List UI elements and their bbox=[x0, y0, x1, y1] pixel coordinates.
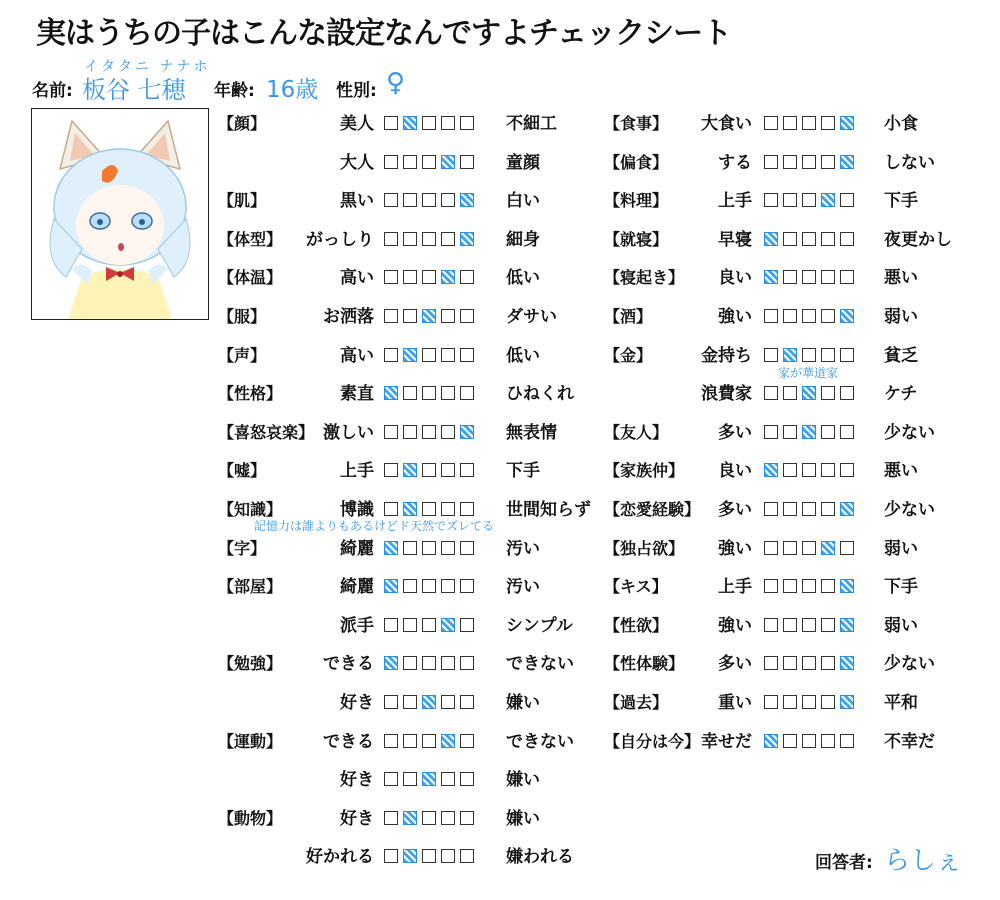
checklist-row bbox=[0, 534, 1000, 564]
left-option-label: 好かれる bbox=[306, 847, 374, 868]
checkbox[interactable] bbox=[764, 656, 778, 670]
checkbox[interactable] bbox=[821, 155, 835, 169]
left-option-label: 多い bbox=[718, 422, 752, 443]
checkbox[interactable] bbox=[821, 425, 835, 439]
category-label: 【性格】 bbox=[218, 384, 283, 404]
left-option-label: 幸せだ bbox=[701, 731, 752, 752]
checkbox[interactable] bbox=[802, 541, 816, 555]
sheet-title: 実はうちの子はこんな設定なんですよチェックシート bbox=[36, 16, 732, 51]
checkbox[interactable] bbox=[802, 579, 816, 593]
category-label: 【顔】 bbox=[218, 114, 267, 133]
checkbox[interactable] bbox=[821, 618, 835, 632]
left-option-label: 上手 bbox=[718, 191, 752, 212]
left-option-label: 綺麗 bbox=[340, 577, 374, 598]
category-label: 【声】 bbox=[218, 345, 267, 365]
left-option-label: 多い bbox=[718, 500, 752, 520]
checkbox-checked[interactable] bbox=[840, 309, 854, 323]
checkbox-checked[interactable] bbox=[821, 541, 835, 555]
checkbox[interactable] bbox=[764, 579, 778, 593]
right-option-label: 悪い bbox=[884, 268, 918, 289]
checkbox[interactable] bbox=[783, 618, 797, 632]
category-label: 【食事】 bbox=[604, 114, 669, 133]
right-option-label: 夜更かし bbox=[884, 229, 952, 250]
checkbox[interactable] bbox=[783, 270, 797, 284]
checkbox[interactable] bbox=[821, 656, 835, 670]
checklist-row bbox=[0, 109, 1000, 139]
category-label: 【過去】 bbox=[604, 693, 669, 712]
checkbox[interactable] bbox=[783, 579, 797, 593]
category-label: 【家族仲】 bbox=[604, 461, 685, 481]
right-option-label: 嫌い bbox=[506, 808, 540, 829]
rating-scale bbox=[764, 425, 854, 439]
left-option-label: する bbox=[718, 152, 752, 173]
category-label: 【友人】 bbox=[604, 422, 669, 442]
gender-value: ♀ bbox=[386, 68, 406, 98]
checkbox-checked[interactable] bbox=[422, 772, 436, 786]
checkbox[interactable] bbox=[821, 386, 835, 400]
checkbox[interactable] bbox=[783, 734, 797, 748]
right-option-label: ダサい bbox=[506, 307, 557, 327]
right-option-label: 嫌い bbox=[506, 693, 540, 713]
checklist-row bbox=[0, 148, 1000, 178]
checklist-row bbox=[0, 225, 1000, 255]
category-label: 【就寝】 bbox=[604, 229, 669, 249]
checkbox[interactable] bbox=[460, 811, 474, 825]
checklist-row bbox=[0, 611, 1000, 641]
checklist-row bbox=[0, 572, 1000, 602]
checkbox[interactable] bbox=[764, 193, 778, 207]
category-label: 【キス】 bbox=[604, 577, 668, 597]
checkbox[interactable] bbox=[821, 116, 835, 130]
rating-scale bbox=[764, 695, 854, 709]
checkbox[interactable] bbox=[441, 849, 455, 863]
right-option-label: シンプル bbox=[506, 615, 573, 636]
right-option-label: 不細工 bbox=[506, 114, 557, 134]
left-option-label: 高い bbox=[340, 268, 374, 289]
checkbox[interactable] bbox=[764, 386, 778, 400]
left-option-label: 強い bbox=[718, 307, 752, 327]
checkbox[interactable] bbox=[783, 656, 797, 670]
rating-scale bbox=[764, 656, 854, 670]
checkbox-checked[interactable] bbox=[840, 116, 854, 130]
right-option-label: 不幸だ bbox=[884, 731, 935, 752]
checkbox[interactable] bbox=[802, 502, 816, 516]
checklist-row bbox=[0, 263, 1000, 293]
right-option-label: 童顔 bbox=[506, 152, 540, 173]
left-option-label: 高い bbox=[340, 345, 374, 366]
left-option-label: 素直 bbox=[340, 384, 374, 405]
age-label: 年齢: bbox=[214, 81, 255, 101]
checkbox-checked[interactable] bbox=[764, 270, 778, 284]
category-label: 【運動】 bbox=[218, 731, 283, 751]
checklist-row bbox=[0, 804, 1000, 834]
checkbox[interactable] bbox=[783, 116, 797, 130]
checkbox[interactable] bbox=[821, 348, 835, 362]
checkbox[interactable] bbox=[764, 541, 778, 555]
rating-scale bbox=[764, 618, 854, 632]
left-option-label: 大人 bbox=[340, 152, 374, 173]
checkbox[interactable] bbox=[802, 155, 816, 169]
right-option-label: 白い bbox=[506, 191, 540, 212]
checkbox[interactable] bbox=[783, 232, 797, 246]
left-option-label: 派手 bbox=[340, 615, 374, 636]
left-option-label: 大食い bbox=[701, 114, 752, 134]
checklist-row bbox=[0, 688, 1000, 718]
checkbox[interactable] bbox=[764, 116, 778, 130]
checkbox-checked[interactable] bbox=[802, 425, 816, 439]
checkbox[interactable] bbox=[821, 232, 835, 246]
right-option-label: できない bbox=[506, 731, 574, 752]
checkbox[interactable] bbox=[764, 618, 778, 632]
left-option-label: できる bbox=[323, 731, 374, 752]
checkbox[interactable] bbox=[783, 155, 797, 169]
category-label: 【勉強】 bbox=[218, 654, 283, 674]
respondent-label: 回答者: bbox=[815, 853, 873, 873]
rating-scale bbox=[764, 232, 854, 246]
left-option-label: 良い bbox=[718, 461, 752, 482]
checkbox[interactable] bbox=[840, 463, 854, 477]
checklist-row bbox=[0, 341, 1000, 371]
left-option-label: 上手 bbox=[340, 461, 374, 482]
category-label: 【字】 bbox=[218, 538, 267, 558]
left-option-label: 早寝 bbox=[718, 229, 752, 250]
category-label: 【寝起き】 bbox=[604, 268, 685, 288]
checkbox[interactable] bbox=[840, 232, 854, 246]
rating-scale bbox=[764, 116, 854, 130]
left-option-label: 上手 bbox=[718, 577, 752, 598]
checkbox-checked[interactable] bbox=[840, 695, 854, 709]
right-option-label: ケチ bbox=[884, 384, 918, 405]
checkbox[interactable] bbox=[821, 502, 835, 516]
checklist-row bbox=[0, 379, 1000, 409]
checkbox[interactable] bbox=[764, 502, 778, 516]
checkbox[interactable] bbox=[403, 772, 417, 786]
rating-scale bbox=[764, 734, 854, 748]
rating-scale bbox=[384, 772, 474, 786]
checkbox[interactable] bbox=[384, 772, 398, 786]
rating-scale bbox=[764, 193, 854, 207]
checkbox[interactable] bbox=[802, 232, 816, 246]
checkbox[interactable] bbox=[384, 849, 398, 863]
checkbox[interactable] bbox=[783, 695, 797, 709]
checkbox[interactable] bbox=[821, 463, 835, 477]
checklist-row bbox=[0, 302, 1000, 332]
category-label: 【自分は今】 bbox=[604, 731, 701, 751]
right-option-label: 少ない bbox=[884, 654, 935, 675]
category-label: 【恋愛経験】 bbox=[604, 500, 701, 519]
category-label: 【肌】 bbox=[218, 191, 267, 211]
checkbox[interactable] bbox=[821, 695, 835, 709]
left-option-label: 好き bbox=[340, 808, 374, 829]
left-option-label: 浪費家 bbox=[701, 384, 752, 405]
gender-label: 性別: bbox=[336, 81, 377, 101]
checkbox-checked[interactable] bbox=[764, 232, 778, 246]
checkbox[interactable] bbox=[764, 695, 778, 709]
left-option-label: お洒落 bbox=[323, 307, 374, 327]
checkbox[interactable] bbox=[764, 155, 778, 169]
checkbox[interactable] bbox=[840, 541, 854, 555]
note-knowledge: 記憶力は誰よりもあるけどド天然でズレてる bbox=[254, 519, 495, 533]
respondent-value: らしぇ bbox=[884, 846, 963, 876]
category-label: 【性欲】 bbox=[604, 615, 669, 635]
category-label: 【偏食】 bbox=[604, 152, 669, 172]
right-option-label: 下手 bbox=[884, 191, 918, 212]
name-reading: イタタニ ナナホ bbox=[84, 59, 211, 75]
category-label: 【動物】 bbox=[218, 808, 283, 828]
right-option-label: 悪い bbox=[884, 461, 918, 482]
right-option-label: 嫌われる bbox=[506, 847, 574, 868]
left-option-label: 多い bbox=[718, 654, 752, 675]
category-label: 【性体験】 bbox=[604, 654, 685, 674]
checklist-row bbox=[0, 727, 1000, 757]
left-option-label: 良い bbox=[718, 268, 752, 289]
category-label: 【服】 bbox=[218, 307, 267, 326]
category-label: 【酒】 bbox=[604, 307, 653, 326]
right-option-label: 少ない bbox=[884, 422, 935, 443]
checkbox[interactable] bbox=[422, 849, 436, 863]
rating-scale bbox=[764, 502, 854, 516]
left-option-label: 美人 bbox=[340, 114, 374, 134]
rating-scale bbox=[764, 386, 854, 400]
category-label: 【知識】 bbox=[218, 500, 283, 519]
checkbox[interactable] bbox=[802, 656, 816, 670]
checkbox[interactable] bbox=[460, 772, 474, 786]
checkbox[interactable] bbox=[840, 425, 854, 439]
checkbox[interactable] bbox=[840, 193, 854, 207]
checkbox[interactable] bbox=[802, 348, 816, 362]
checkbox-checked[interactable] bbox=[840, 502, 854, 516]
right-option-label: 世間知らず bbox=[506, 500, 591, 520]
checkbox-checked[interactable] bbox=[840, 656, 854, 670]
checkbox[interactable] bbox=[802, 618, 816, 632]
checkbox-checked[interactable] bbox=[840, 155, 854, 169]
checkbox[interactable] bbox=[821, 270, 835, 284]
checkbox[interactable] bbox=[840, 386, 854, 400]
checkbox-checked[interactable] bbox=[783, 348, 797, 362]
checklist-row bbox=[0, 765, 1000, 795]
category-label: 【部屋】 bbox=[218, 577, 283, 597]
checklist-row bbox=[0, 649, 1000, 679]
checkbox[interactable] bbox=[384, 811, 398, 825]
checkbox-checked[interactable] bbox=[764, 463, 778, 477]
checkbox[interactable] bbox=[802, 309, 816, 323]
category-label: 【料理】 bbox=[604, 191, 669, 211]
category-label: 【体温】 bbox=[218, 268, 283, 288]
checkbox[interactable] bbox=[783, 386, 797, 400]
checkbox-checked[interactable] bbox=[802, 386, 816, 400]
checkbox[interactable] bbox=[802, 463, 816, 477]
category-label: 【金】 bbox=[604, 345, 653, 365]
checklist-row bbox=[0, 456, 1000, 486]
left-option-label: 博識 bbox=[340, 500, 374, 520]
checkbox[interactable] bbox=[840, 734, 854, 748]
rating-scale bbox=[764, 579, 854, 593]
left-option-label: がっしり bbox=[306, 229, 374, 250]
checkbox[interactable] bbox=[783, 463, 797, 477]
right-option-label: 低い bbox=[506, 268, 540, 289]
category-label: 【独占欲】 bbox=[604, 538, 685, 558]
right-option-label: 貧乏 bbox=[884, 345, 918, 366]
left-option-label: 好き bbox=[340, 693, 374, 713]
checkbox-checked[interactable] bbox=[840, 579, 854, 593]
checkbox-checked[interactable] bbox=[764, 734, 778, 748]
left-option-label: 金持ち bbox=[701, 345, 752, 366]
checkbox[interactable] bbox=[802, 116, 816, 130]
checkbox[interactable] bbox=[840, 270, 854, 284]
left-option-label: 強い bbox=[718, 615, 752, 636]
checkbox[interactable] bbox=[783, 502, 797, 516]
category-label: 【喜怒哀楽】 bbox=[218, 422, 315, 442]
left-option-label: 強い bbox=[718, 538, 752, 559]
left-option-label: 重い bbox=[718, 693, 752, 713]
checkbox-checked[interactable] bbox=[840, 618, 854, 632]
checkbox[interactable] bbox=[764, 309, 778, 323]
right-option-label: 下手 bbox=[506, 461, 540, 482]
checklist-row bbox=[0, 186, 1000, 216]
left-option-label: 黒い bbox=[340, 191, 374, 212]
right-option-label: ひねくれ bbox=[506, 384, 574, 405]
left-option-label: 綺麗 bbox=[340, 538, 374, 559]
right-option-label: 下手 bbox=[884, 577, 918, 598]
checkbox-checked[interactable] bbox=[403, 811, 417, 825]
right-option-label: 小食 bbox=[884, 114, 918, 134]
right-option-label: 嫌い bbox=[506, 770, 540, 791]
right-option-label: 弱い bbox=[884, 538, 918, 559]
left-option-label: できる bbox=[323, 654, 374, 675]
rating-scale bbox=[384, 811, 474, 825]
checklist-row bbox=[0, 495, 1000, 525]
rating-scale bbox=[384, 849, 474, 863]
right-option-label: 汚い bbox=[506, 577, 540, 598]
right-option-label: できない bbox=[506, 654, 574, 675]
right-option-label: 細身 bbox=[506, 229, 540, 250]
checkbox[interactable] bbox=[441, 772, 455, 786]
rating-scale bbox=[764, 348, 854, 362]
checkbox[interactable] bbox=[802, 695, 816, 709]
checkbox[interactable] bbox=[783, 309, 797, 323]
rating-scale bbox=[764, 270, 854, 284]
right-option-label: 少ない bbox=[884, 500, 935, 520]
checkbox[interactable] bbox=[821, 734, 835, 748]
right-option-label: しない bbox=[884, 152, 935, 173]
checkbox[interactable] bbox=[821, 579, 835, 593]
note-money: 家が華道家 bbox=[778, 366, 839, 380]
checkbox[interactable] bbox=[783, 193, 797, 207]
checkbox-checked[interactable] bbox=[403, 849, 417, 863]
checkbox[interactable] bbox=[764, 348, 778, 362]
name-label: 名前: bbox=[32, 81, 73, 101]
checkbox[interactable] bbox=[422, 811, 436, 825]
left-option-label: 激しい bbox=[323, 422, 374, 443]
checkbox[interactable] bbox=[802, 270, 816, 284]
name-value: 板谷 七穂 bbox=[82, 76, 186, 104]
rating-scale bbox=[764, 463, 854, 477]
checkbox[interactable] bbox=[441, 811, 455, 825]
checkbox-checked[interactable] bbox=[821, 193, 835, 207]
rating-scale bbox=[764, 155, 854, 169]
rating-scale bbox=[764, 309, 854, 323]
category-label: 【体型】 bbox=[218, 229, 283, 249]
checkbox[interactable] bbox=[460, 849, 474, 863]
category-label: 【嘘】 bbox=[218, 461, 267, 481]
left-option-label: 好き bbox=[340, 770, 374, 791]
right-option-label: 低い bbox=[506, 345, 540, 366]
checkbox[interactable] bbox=[840, 348, 854, 362]
checkbox[interactable] bbox=[783, 425, 797, 439]
checkbox[interactable] bbox=[802, 734, 816, 748]
rating-scale bbox=[764, 541, 854, 555]
checkbox[interactable] bbox=[802, 193, 816, 207]
right-option-label: 汚い bbox=[506, 538, 540, 559]
checklist-row bbox=[0, 418, 1000, 448]
checkbox[interactable] bbox=[821, 309, 835, 323]
checkbox[interactable] bbox=[783, 541, 797, 555]
right-option-label: 弱い bbox=[884, 615, 918, 636]
right-option-label: 弱い bbox=[884, 307, 918, 327]
checkbox[interactable] bbox=[764, 425, 778, 439]
age-value: 16歳 bbox=[266, 77, 319, 103]
right-option-label: 無表情 bbox=[506, 422, 557, 443]
right-option-label: 平和 bbox=[884, 693, 918, 713]
